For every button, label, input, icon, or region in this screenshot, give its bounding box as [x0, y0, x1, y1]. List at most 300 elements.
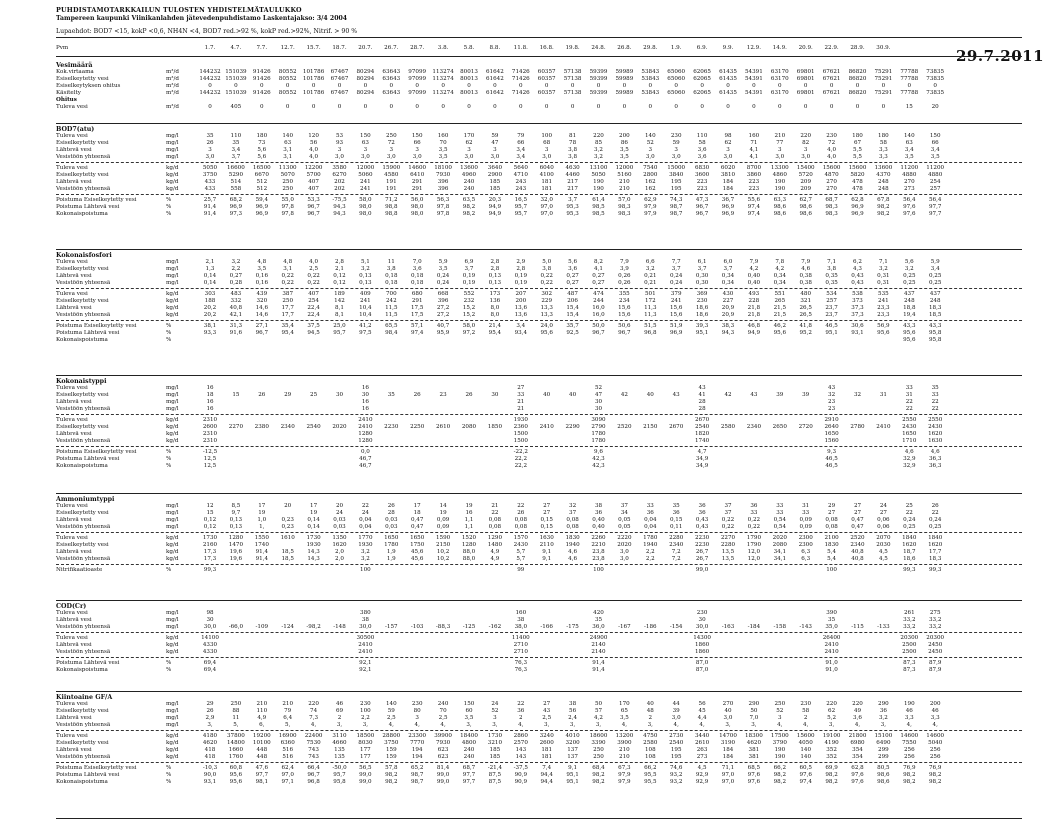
table-cell: 0,24	[928, 516, 942, 523]
table-cell: 35,4	[281, 323, 294, 330]
table-cell: 248	[878, 178, 889, 185]
date-cell: 15.7.	[306, 45, 321, 51]
table-cell: 0	[285, 82, 290, 89]
table-cell: 6020	[720, 165, 736, 172]
table-cell: 65060	[667, 75, 686, 82]
table-cell: 95,5	[644, 772, 657, 779]
row-unit: kg/d	[166, 535, 179, 542]
table-cell: 96,9	[255, 211, 269, 217]
section-title: COD(Cr)	[56, 603, 87, 610]
table-cell: 172	[644, 298, 656, 304]
table-cell: 98,7	[410, 779, 424, 785]
table-cell: 4,9	[490, 555, 500, 562]
table-cell: 94,5	[307, 330, 320, 337]
table-cell: 321	[800, 298, 812, 304]
table-cell: 96,9	[229, 204, 243, 211]
section-divider	[56, 375, 1022, 376]
table-cell: 67467	[330, 75, 349, 82]
table-cell: 3	[803, 146, 808, 153]
table-cell: 4,	[388, 721, 394, 728]
table-cell: 0,08	[825, 523, 838, 530]
table-cell: 191	[385, 185, 397, 192]
subsection-divider	[56, 762, 1022, 763]
row-unit: %	[166, 667, 172, 674]
table-cell: 2150	[435, 542, 451, 548]
table-cell: 418	[204, 753, 216, 760]
subsection-divider	[56, 730, 1022, 731]
table-cell: 0,09	[799, 516, 812, 523]
table-cell: 5040	[928, 740, 943, 746]
table-cell: 3640	[487, 165, 503, 172]
table-cell: 66	[931, 139, 939, 146]
table-cell: 6040	[539, 165, 554, 172]
table-cell: 217	[567, 185, 578, 192]
table-cell: 474	[593, 291, 604, 298]
table-cell: 0	[700, 103, 704, 110]
table-cell: 15,4	[566, 311, 579, 318]
table-cell: 11400	[511, 635, 530, 642]
table-cell: 95,6	[877, 330, 890, 337]
table-cell: -124	[281, 623, 294, 630]
table-cell: 217	[567, 178, 578, 185]
table-cell: 2,2	[645, 555, 655, 562]
table-cell: 181	[541, 746, 553, 753]
table-cell: 0	[493, 103, 497, 110]
table-cell: 37	[620, 503, 628, 509]
table-cell: 10,4	[359, 304, 372, 311]
table-cell: 6670	[254, 172, 269, 178]
table-cell: 46,5	[825, 463, 838, 469]
row-unit: mg/l	[166, 272, 179, 279]
table-cell: 0,18	[385, 272, 398, 279]
table-cell: 1730	[202, 535, 218, 542]
table-cell: 0	[441, 103, 445, 110]
table-cell: 98,6	[877, 772, 890, 779]
table-cell: 2710	[513, 642, 528, 649]
table-cell: 96,7	[307, 204, 320, 211]
table-cell: -157	[385, 623, 398, 630]
table-cell: 97,9	[644, 211, 657, 217]
table-cell: 270	[903, 178, 915, 185]
row-unit: kg/d	[166, 311, 179, 318]
table-cell: 10,4	[359, 311, 372, 318]
table-cell: 66,2	[644, 765, 657, 772]
table-cell: 3	[467, 146, 471, 153]
table-cell: -148	[333, 623, 346, 630]
table-cell: 22	[905, 398, 913, 405]
table-cell: 0,18	[385, 279, 398, 286]
table-cell: 6,9	[464, 259, 474, 265]
report-title: PUHDISTAMOTARKKAILUN TULOSTEN YHDISTELMÄTAULUKKO	[56, 6, 302, 14]
table-cell: 5,0	[542, 259, 552, 265]
row-unit: %	[166, 330, 172, 337]
table-cell: 3,	[751, 721, 757, 728]
table-cell: 38	[594, 503, 603, 509]
table-cell: 150	[929, 133, 941, 139]
table-cell: 16	[361, 385, 369, 391]
table-cell: 20	[284, 503, 292, 509]
table-cell: 22,4	[307, 304, 320, 311]
table-cell: 86	[620, 139, 628, 146]
row-unit: kg/d	[166, 424, 179, 430]
table-cell: 69	[335, 707, 344, 714]
row-label: Esiselkeytetty vesi	[56, 707, 109, 714]
table-cell: 14,3	[307, 548, 320, 555]
table-cell: 78	[569, 139, 577, 146]
table-cell: 240	[463, 746, 475, 753]
table-cell: 143	[515, 753, 527, 760]
table-cell: 487	[567, 291, 578, 298]
table-cell: 27,2	[436, 311, 450, 318]
table-cell: 6,3	[801, 555, 811, 562]
table-cell: 23300	[408, 733, 427, 740]
table-cell: 57138	[563, 69, 582, 75]
table-cell: 98,8	[385, 211, 398, 217]
table-cell: 3,5	[438, 265, 448, 272]
table-cell: 62065	[693, 75, 711, 82]
table-cell: 18,7	[903, 548, 916, 555]
row-unit: %	[166, 204, 172, 211]
table-cell: 99,3	[203, 567, 217, 574]
table-cell: 31,3	[229, 323, 243, 330]
row-unit: mg/l	[166, 405, 179, 412]
table-cell: 25	[905, 503, 913, 509]
table-cell: 18	[413, 509, 421, 516]
row-unit: m³/d	[166, 69, 180, 75]
table-cell: 32,9	[903, 456, 916, 463]
table-cell: 1620	[928, 430, 943, 437]
table-cell: 2860	[513, 733, 528, 740]
date-cell: 28.9.	[850, 45, 865, 51]
table-cell: 534	[826, 291, 837, 298]
table-cell: 0,21	[644, 279, 657, 286]
table-cell: 290	[878, 701, 889, 707]
table-cell: 4,6	[568, 555, 578, 562]
table-cell: 1500	[513, 430, 528, 437]
table-cell: 43	[672, 391, 680, 398]
table-cell: 97,9	[644, 204, 657, 211]
table-cell: 0,34	[773, 279, 787, 286]
table-cell: 53843	[641, 69, 660, 75]
row-label: Poistuma Lähtevä vesi	[56, 772, 120, 779]
table-cell: 2300	[798, 535, 813, 542]
table-cell: 275	[929, 610, 941, 616]
table-cell: 14,3	[307, 555, 320, 562]
table-cell: 18,3	[928, 304, 942, 311]
table-cell: 0	[752, 82, 756, 89]
table-cell: 98,7	[410, 772, 424, 779]
table-cell: 13300	[770, 165, 789, 172]
table-cell: 2230	[694, 542, 710, 548]
table-cell: 1790	[746, 542, 762, 548]
table-cell: 73835	[926, 69, 945, 75]
table-cell: 54391	[744, 89, 763, 96]
table-cell: 4,0	[309, 146, 319, 153]
table-cell: -109	[255, 623, 269, 630]
table-cell: 2,2	[645, 548, 655, 555]
table-cell: 3110	[332, 733, 347, 740]
table-cell: 3900	[617, 740, 632, 746]
table-cell: 227	[722, 298, 734, 304]
table-cell: 2340	[850, 542, 865, 548]
table-cell: 680	[411, 291, 423, 298]
table-cell: 248	[929, 298, 941, 304]
table-cell: 57138	[563, 89, 582, 96]
table-cell: 194	[411, 746, 423, 753]
table-cell: 35	[232, 139, 240, 146]
table-cell: 39,3	[695, 323, 709, 330]
table-cell: 1,1	[464, 516, 474, 523]
table-cell: 17,7	[928, 548, 942, 555]
table-cell: 26,7	[695, 555, 709, 562]
table-cell: 16600	[226, 165, 245, 172]
table-cell: 2500	[902, 649, 917, 655]
table-cell: 12000	[615, 165, 634, 172]
table-cell: 220	[593, 133, 604, 139]
table-cell: 74	[310, 707, 318, 714]
table-cell: 0,08	[566, 523, 579, 530]
table-cell: 2340	[746, 424, 762, 430]
table-cell: 230	[696, 298, 708, 304]
table-cell: 4,	[414, 721, 420, 728]
table-cell: 3,	[569, 721, 576, 728]
table-cell: 59,4	[255, 197, 269, 204]
table-cell: 15900	[382, 165, 401, 172]
table-cell: -12,5	[202, 449, 218, 456]
table-cell: 1,0	[257, 516, 267, 523]
table-cell: 65060	[667, 89, 686, 96]
table-cell: 95,8	[333, 779, 346, 785]
table-cell: 16,5	[514, 197, 528, 204]
table-cell: 4880	[928, 172, 943, 178]
table-cell: 2600	[202, 424, 218, 430]
table-cell: 11	[387, 259, 395, 265]
table-cell: 3,	[725, 721, 731, 728]
table-cell: 59989	[615, 75, 634, 82]
row-label: Vesistöön yhteensä	[56, 311, 111, 318]
row-label: Kokonaispoistuma	[56, 337, 108, 343]
table-cell: 5160	[617, 172, 632, 178]
table-cell: 100	[360, 567, 371, 574]
table-cell: 62,9	[644, 197, 657, 204]
table-cell: 1830	[824, 542, 839, 548]
table-cell: -162	[488, 623, 502, 630]
table-cell: 0	[363, 82, 368, 89]
table-cell: 24	[361, 509, 369, 516]
table-cell: 69801	[796, 89, 815, 96]
table-cell: 98,2	[903, 779, 916, 785]
table-cell: 558	[230, 185, 242, 192]
table-cell: 5,4	[827, 555, 837, 562]
table-cell: 4,9	[257, 714, 267, 721]
table-cell: 0	[260, 82, 264, 89]
table-cell: 387	[282, 291, 294, 298]
date-cell: 12.7.	[280, 45, 295, 51]
table-cell: 1830	[565, 535, 580, 542]
table-cell: 3	[778, 146, 782, 153]
table-cell: 98,2	[903, 772, 916, 779]
table-cell: 91,4	[203, 211, 217, 217]
table-cell: 21,5	[773, 304, 787, 311]
row-label: Lähtevä vesi	[56, 548, 92, 555]
table-cell: 0,09	[799, 523, 812, 530]
table-cell: 7,0	[749, 714, 759, 721]
table-cell: -163	[721, 623, 735, 630]
table-cell: 0,35	[825, 279, 838, 286]
table-cell: 302	[541, 291, 553, 298]
table-cell: 11200	[900, 165, 919, 172]
table-cell: 0	[311, 82, 316, 89]
table-cell: 3,0	[801, 153, 811, 160]
table-cell: 1610	[280, 535, 295, 542]
table-cell: 2250	[410, 424, 425, 430]
table-cell: 230	[800, 701, 812, 707]
table-cell: 50	[594, 701, 603, 707]
table-cell: 1590	[435, 535, 451, 542]
table-cell: 3840	[669, 172, 684, 178]
table-cell: 151039	[225, 75, 247, 82]
table-cell: 0	[570, 103, 575, 110]
table-cell: 27	[853, 509, 862, 516]
table-cell: 62	[828, 707, 836, 714]
table-cell: 3,	[828, 721, 835, 728]
table-cell: 0,14	[203, 272, 217, 279]
table-cell: 57,1	[410, 323, 424, 330]
table-cell: 98,5	[592, 211, 605, 217]
table-cell: 46,7	[359, 456, 372, 463]
table-cell: 38	[517, 616, 525, 623]
table-cell: 12	[206, 503, 214, 509]
table-cell: 0,23	[281, 523, 294, 530]
row-unit: kg/d	[166, 304, 179, 311]
table-cell: 88,0	[462, 555, 476, 562]
row-unit: %	[166, 463, 172, 469]
table-cell: 418	[204, 746, 216, 753]
table-cell: 90,9	[514, 779, 528, 785]
row-unit: mg/l	[166, 385, 179, 391]
table-cell: 96,9	[255, 204, 269, 211]
row-label: Lähtevä vesi	[56, 398, 92, 405]
table-cell: 14600	[408, 165, 427, 172]
table-cell: 68	[543, 139, 551, 146]
table-cell: 42,3	[592, 456, 605, 463]
table-cell: 381	[748, 746, 760, 753]
table-cell: 0,13	[229, 523, 243, 530]
table-cell: 52	[646, 139, 654, 146]
table-cell: 4880	[902, 172, 917, 178]
table-cell: 273	[696, 753, 708, 760]
date-cell: 7.7.	[256, 45, 268, 51]
table-cell: 140	[282, 133, 294, 139]
row-label: Käsitelty	[56, 89, 81, 96]
section-divider	[56, 249, 1022, 250]
table-cell: 2280	[720, 542, 736, 548]
table-cell: 99	[517, 567, 525, 574]
table-cell: 4,7	[697, 449, 707, 456]
row-unit: kg/d	[166, 555, 179, 562]
table-cell: 0,47	[410, 516, 424, 523]
table-cell: 17,7	[281, 311, 294, 318]
table-cell: 30500	[356, 635, 375, 642]
table-cell: 1780	[591, 430, 606, 437]
table-cell: 3	[726, 146, 730, 153]
table-cell: 71,2	[385, 197, 398, 204]
table-cell: 10,2	[436, 548, 450, 555]
row-label: Kokonaispoistuma	[56, 779, 108, 785]
table-cell: -133	[877, 623, 890, 630]
table-cell: 3,8	[568, 146, 578, 153]
table-cell: 97,0	[540, 204, 553, 211]
table-cell: 448	[256, 746, 268, 753]
table-cell: 30	[491, 391, 499, 398]
table-cell: 3	[493, 714, 497, 721]
table-cell: 4,8	[283, 259, 293, 265]
table-cell: 67,8	[877, 197, 890, 204]
table-cell: 230	[670, 133, 682, 139]
row-unit: %	[166, 456, 172, 463]
table-cell: 4620	[202, 740, 218, 746]
table-cell: 0,18	[410, 279, 424, 286]
table-cell: 8700	[746, 165, 762, 172]
table-cell: 3,8	[542, 265, 552, 272]
table-cell: 230	[696, 610, 708, 616]
table-cell: 2410	[358, 424, 373, 430]
table-cell: 1730	[306, 535, 321, 542]
table-cell: 493	[748, 291, 760, 298]
table-cell: 241	[360, 178, 371, 185]
table-cell: 6,0	[723, 259, 733, 265]
table-cell: 0,23	[281, 516, 294, 523]
table-cell: 96,7	[695, 211, 709, 217]
table-cell: 53,3	[307, 197, 320, 204]
table-cell: 195	[670, 746, 682, 753]
table-cell: 3,2	[645, 265, 655, 272]
table-cell: 7540	[643, 165, 658, 172]
table-cell: 512	[256, 178, 268, 185]
table-cell: 2410	[824, 642, 839, 649]
table-cell: 97,8	[281, 211, 294, 217]
table-cell: 0,03	[385, 523, 398, 530]
table-cell: 21,4	[488, 323, 502, 330]
table-cell: 2910	[824, 417, 839, 424]
table-cell: 191	[385, 178, 397, 185]
table-cell: 18	[206, 391, 214, 398]
table-cell: 23	[828, 405, 836, 412]
table-cell: 91,0	[825, 667, 838, 674]
table-cell: 91,0	[825, 660, 838, 667]
table-cell: 0,22	[747, 523, 761, 530]
row-label: Poistuma Esiselkeytetty vesi	[56, 323, 137, 330]
table-cell: -103	[410, 623, 424, 630]
table-cell: 98,3	[825, 204, 838, 211]
table-cell: 2260	[591, 535, 606, 542]
table-cell: 3,8	[386, 265, 396, 272]
table-cell: 210	[619, 178, 630, 185]
table-cell: 0,22	[721, 523, 735, 530]
table-cell: 23,3	[877, 311, 890, 318]
table-cell: 223	[748, 178, 760, 185]
date-cell: 11.8.	[513, 45, 528, 51]
row-unit: kg/d	[166, 417, 179, 424]
table-cell: 22	[517, 701, 525, 707]
table-cell: 0,12	[203, 516, 217, 523]
table-cell: 21,5	[773, 311, 787, 318]
row-label: Poistuma Esiselkeytetty vesi	[56, 765, 137, 772]
table-cell: 0,25	[928, 279, 942, 286]
table-cell: 1560	[824, 437, 839, 444]
row-unit: %	[166, 765, 172, 772]
table-cell: 97,7	[255, 772, 269, 779]
